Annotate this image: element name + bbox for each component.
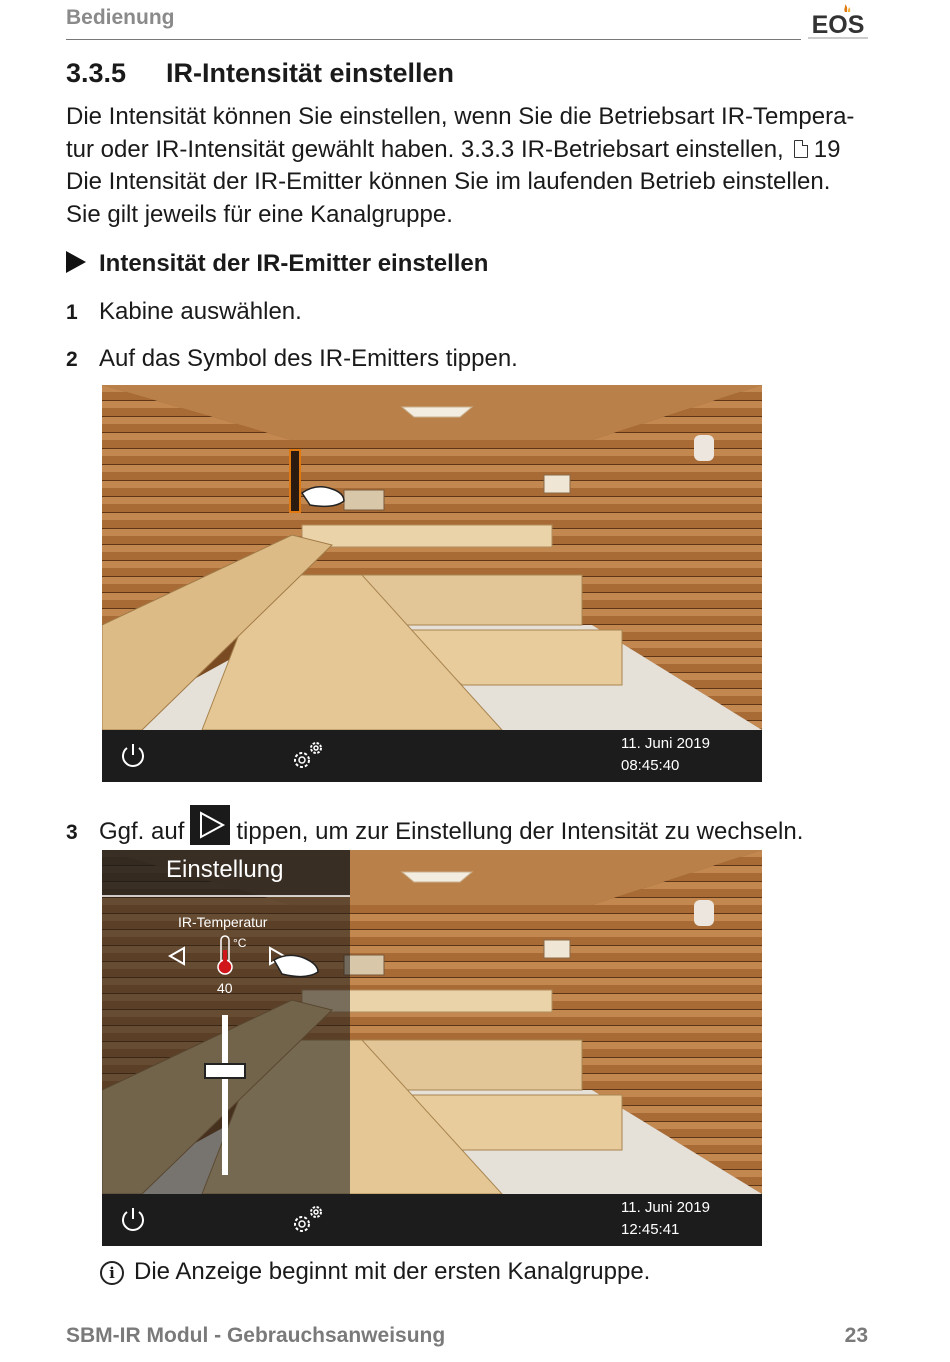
eos-logo (806, 4, 870, 42)
sauna-cabin-image (102, 385, 762, 730)
section-title (66, 58, 454, 89)
step-2: 2 Auf das Symbol des IR-Emitters tippen. (66, 345, 518, 372)
status-bar (102, 730, 762, 782)
intro-paragraph (66, 101, 866, 232)
status-date: 11. Juni 2019 (621, 735, 710, 752)
settings-gears-icon[interactable] (288, 1202, 328, 1236)
section-title-text: IR-Intensität einstellen (166, 58, 455, 88)
status-date: 11. Juni 2019 (621, 1199, 710, 1216)
page-reference-icon (794, 140, 808, 158)
intensity-slider-thumb (205, 1064, 245, 1078)
header-rule (66, 39, 801, 40)
power-icon[interactable] (118, 741, 148, 771)
footer-title: SBM-IR Modul - Gebrauchsanweisung (66, 1324, 446, 1347)
page-reference[interactable]: 19 (813, 135, 841, 163)
sauna-screen-1 (102, 385, 762, 782)
settings-panel-title: Einstellung (166, 856, 284, 883)
paragraph-line: Sie gilt jeweils für eine Kanalgruppe. (66, 201, 453, 229)
ir-mode-label: IR-Temperatur (178, 914, 268, 930)
unit-label: °C (233, 936, 247, 950)
status-time: 12:45:41 (621, 1221, 680, 1238)
info-note: i Die Anzeige beginnt mit der ersten Kanalgruppe. (100, 1258, 650, 1286)
next-arrow-button[interactable] (190, 805, 230, 845)
play-arrow-icon (66, 251, 86, 273)
power-icon[interactable] (118, 1205, 148, 1235)
paragraph-line: Die Intensität können Sie einstellen, wenn Sie die Betriebsart IR-Tempera- (66, 103, 855, 130)
step-3: 3 Ggf. auf tippen, um zur Einstellung der Intensität zu wechseln. (66, 805, 803, 846)
paragraph-line: Die Intensität der IR-Emitter können Sie im laufenden Betrieb einstellen. (66, 168, 831, 196)
sauna-screen-2 (102, 850, 762, 1246)
procedure-heading: Intensität der IR-Emitter einstellen (66, 250, 488, 278)
settings-gears-icon[interactable] (288, 738, 328, 772)
status-time: 08:45:40 (621, 757, 680, 774)
running-header: Bedienung (66, 6, 175, 29)
paragraph-line-ref: tur oder IR-Intensität gewählt haben. 3.3.3 IR-Betriebsart einstellen, 19 (66, 135, 841, 163)
sauna-cabin-image-2 (102, 850, 762, 1194)
page-number: 23 (844, 1324, 868, 1347)
section-number: 3.3.5 (66, 58, 127, 88)
play-outline-icon (190, 805, 230, 845)
intensity-value: 40 (217, 980, 233, 996)
info-icon: i (100, 1261, 124, 1285)
status-bar-2 (102, 1194, 762, 1246)
step-1: 1 Kabine auswählen. (66, 298, 302, 325)
svg-text:EOS: EOS (811, 11, 865, 39)
